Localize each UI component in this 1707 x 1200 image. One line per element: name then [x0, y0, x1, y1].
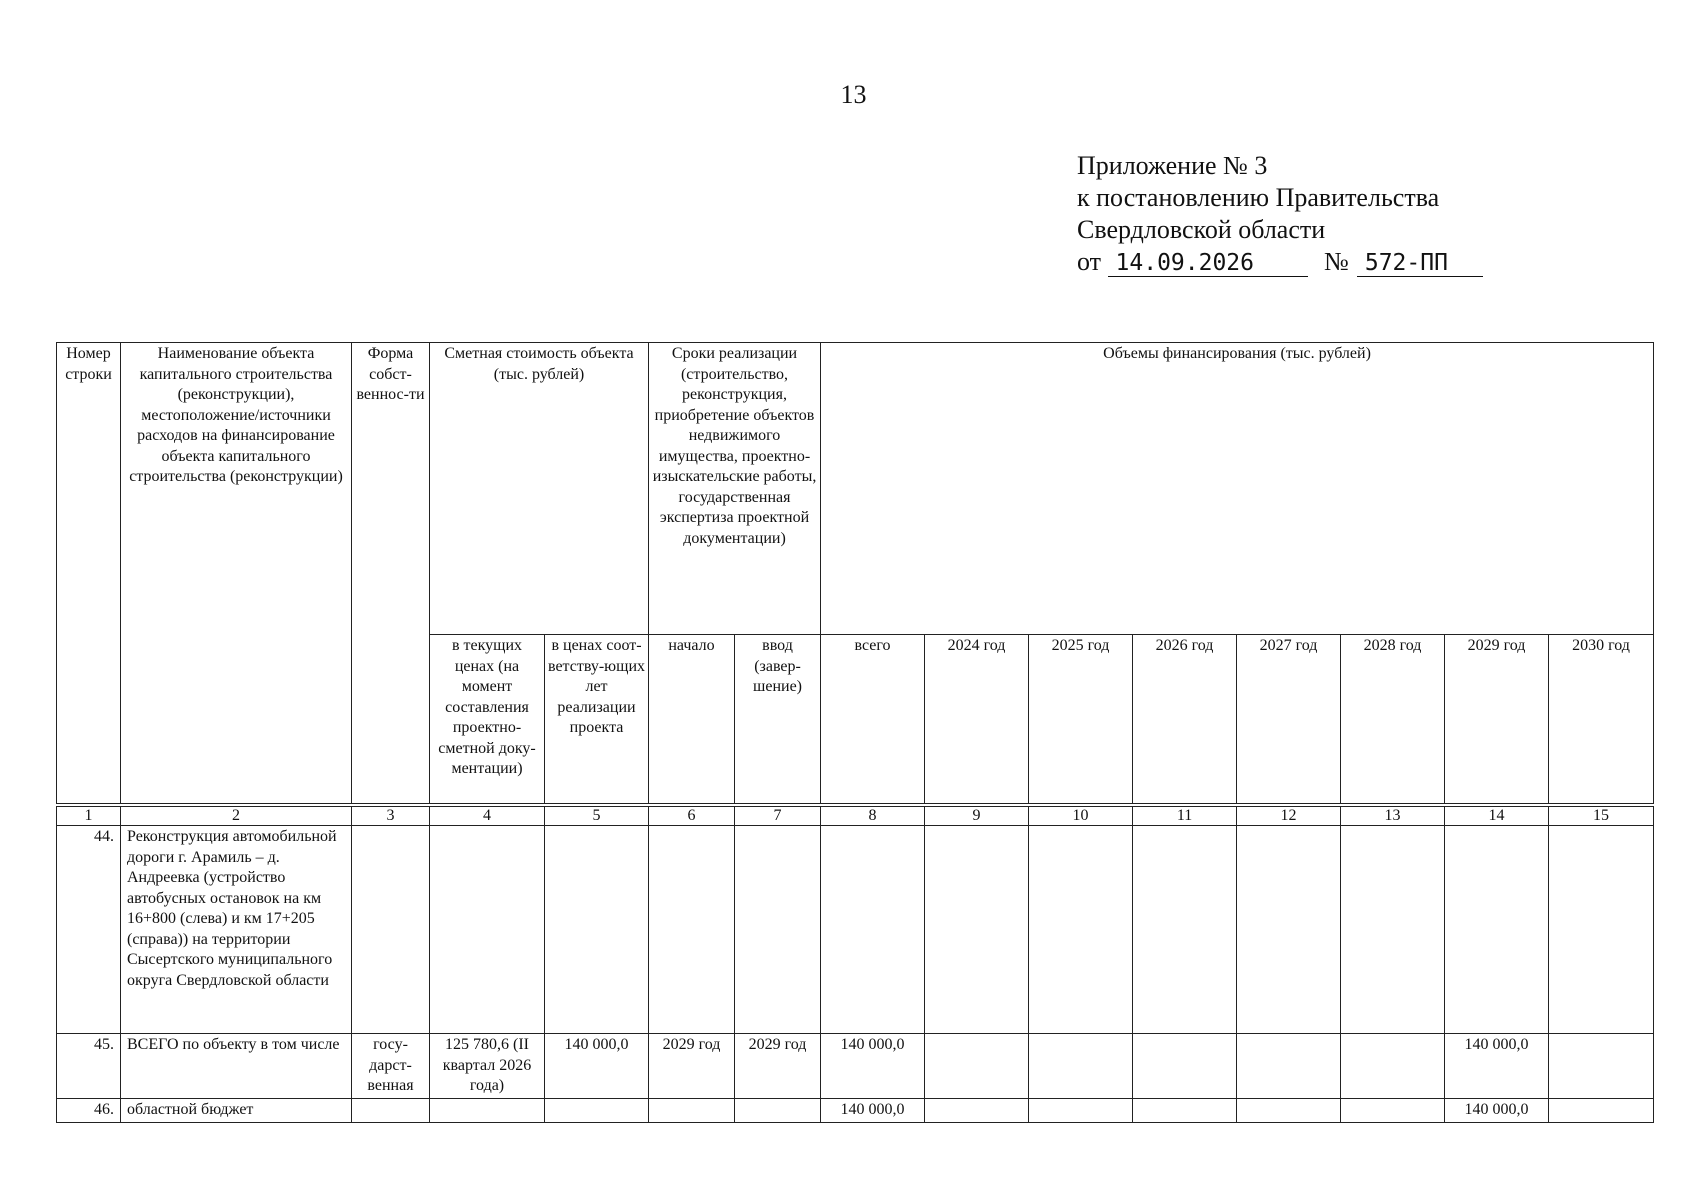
header-funding: Объемы финансирования (тыс. рублей) — [821, 343, 1654, 635]
row-2025 — [1029, 1034, 1133, 1099]
row-cost-years — [545, 826, 649, 1034]
row-2028 — [1341, 1099, 1445, 1123]
table-row — [57, 1034, 1654, 1099]
row-ownership — [352, 1099, 430, 1123]
row-number: 46. — [57, 1099, 121, 1123]
appendix-date-line — [1077, 246, 1483, 278]
row-2026 — [1133, 1099, 1237, 1123]
header-2030: 2030 год — [1549, 635, 1654, 804]
row-2024 — [925, 826, 1029, 1034]
row-start: 2029 год — [649, 1034, 735, 1099]
row-ownership: госу-дарст-венная — [352, 1034, 430, 1099]
header-2026: 2026 год — [1133, 635, 1237, 804]
financing-table — [56, 342, 1654, 1123]
resolution-number: 572-ПП — [1357, 250, 1483, 277]
row-2028 — [1341, 826, 1445, 1034]
resolution-date: 14.09.2026 — [1108, 250, 1308, 277]
row-2025 — [1029, 1099, 1133, 1123]
row-cost-current: 125 780,6 (II квартал 2026 года) — [430, 1034, 545, 1099]
row-end — [735, 826, 821, 1034]
appendix-title: Приложение № 3 — [1077, 151, 1268, 180]
row-2030 — [1549, 1099, 1654, 1123]
appendix-block — [1077, 150, 1483, 278]
table-row — [57, 1099, 1654, 1123]
header-total: всего — [821, 635, 925, 804]
column-number: 15 — [1549, 807, 1654, 826]
row-2029: 140 000,0 — [1445, 1099, 1549, 1123]
row-2028 — [1341, 1034, 1445, 1099]
appendix-resolution: к постановлению Правительства — [1077, 183, 1440, 212]
row-cost-current — [430, 826, 545, 1034]
row-end — [735, 1099, 821, 1123]
row-2030 — [1549, 826, 1654, 1034]
number-sign: № — [1324, 247, 1349, 276]
table-row — [57, 826, 1654, 1034]
column-number: 6 — [649, 807, 735, 826]
column-number: 9 — [925, 807, 1029, 826]
row-number: 45. — [57, 1034, 121, 1099]
row-2029: 140 000,0 — [1445, 1034, 1549, 1099]
column-number: 2 — [121, 807, 352, 826]
row-2026 — [1133, 826, 1237, 1034]
header-2024: 2024 год — [925, 635, 1029, 804]
header-2028: 2028 год — [1341, 635, 1445, 804]
header-object-name: Наименование объекта капитального строительства (реконструкции), местоположение/источники расходов на финансирование объекта капитального строительства (реконструкции) — [121, 343, 352, 804]
row-ownership — [352, 826, 430, 1034]
header-ownership: Форма собст-веннос-ти — [352, 343, 430, 804]
column-number: 4 — [430, 807, 545, 826]
row-start — [649, 1099, 735, 1123]
column-number: 8 — [821, 807, 925, 826]
row-2030 — [1549, 1034, 1654, 1099]
header-2027: 2027 год — [1237, 635, 1341, 804]
row-2024 — [925, 1099, 1029, 1123]
header-cost-years: в ценах соот-ветству-ющих лет реализации проекта — [545, 635, 649, 804]
row-total — [821, 826, 925, 1034]
header-row-number: Номер строки — [57, 343, 121, 804]
column-number: 7 — [735, 807, 821, 826]
column-number-row — [57, 807, 1654, 826]
row-total: 140 000,0 — [821, 1099, 925, 1123]
column-number: 10 — [1029, 807, 1133, 826]
row-object-name: областной бюджет — [121, 1099, 352, 1123]
row-2026 — [1133, 1034, 1237, 1099]
header-2029: 2029 год — [1445, 635, 1549, 804]
row-cost-years — [545, 1099, 649, 1123]
page-number: 13 — [840, 80, 867, 109]
header-end: ввод (завер-шение) — [735, 635, 821, 804]
row-2027 — [1237, 1034, 1341, 1099]
row-total: 140 000,0 — [821, 1034, 925, 1099]
row-end: 2029 год — [735, 1034, 821, 1099]
column-number: 12 — [1237, 807, 1341, 826]
row-start — [649, 826, 735, 1034]
row-object-name: Реконструкция автомобильной дороги г. Арамиль – д. Андреевка (устройство автобусных остановок на км 16+800 (слева) и км 17+205 (справа)) на территории Сысертского муниципального округа Свердловской области — [121, 826, 352, 1034]
column-number: 11 — [1133, 807, 1237, 826]
column-number: 13 — [1341, 807, 1445, 826]
row-2024 — [925, 1034, 1029, 1099]
appendix-region: Свердловской области — [1077, 215, 1326, 244]
header-estimated-cost: Сметная стоимость объекта (тыс. рублей) — [430, 343, 649, 635]
header-cost-current: в текущих ценах (на момент составления проектно-сметной доку-ментации) — [430, 635, 545, 804]
column-number: 1 — [57, 807, 121, 826]
row-2027 — [1237, 1099, 1341, 1123]
row-2025 — [1029, 826, 1133, 1034]
header-2025: 2025 год — [1029, 635, 1133, 804]
date-prefix: от — [1077, 247, 1102, 276]
row-2027 — [1237, 826, 1341, 1034]
column-number: 5 — [545, 807, 649, 826]
row-cost-current — [430, 1099, 545, 1123]
column-number: 14 — [1445, 807, 1549, 826]
header-terms: Сроки реализации (строительство, реконструкция, приобретение объектов недвижимого имущества, проектно-изыскательские работы, государственная экспертиза проектной документации) — [649, 343, 821, 635]
row-cost-years: 140 000,0 — [545, 1034, 649, 1099]
row-2029 — [1445, 826, 1549, 1034]
row-number: 44. — [57, 826, 121, 1034]
header-start: начало — [649, 635, 735, 804]
row-object-name: ВСЕГО по объекту в том числе — [121, 1034, 352, 1099]
column-number: 3 — [352, 807, 430, 826]
